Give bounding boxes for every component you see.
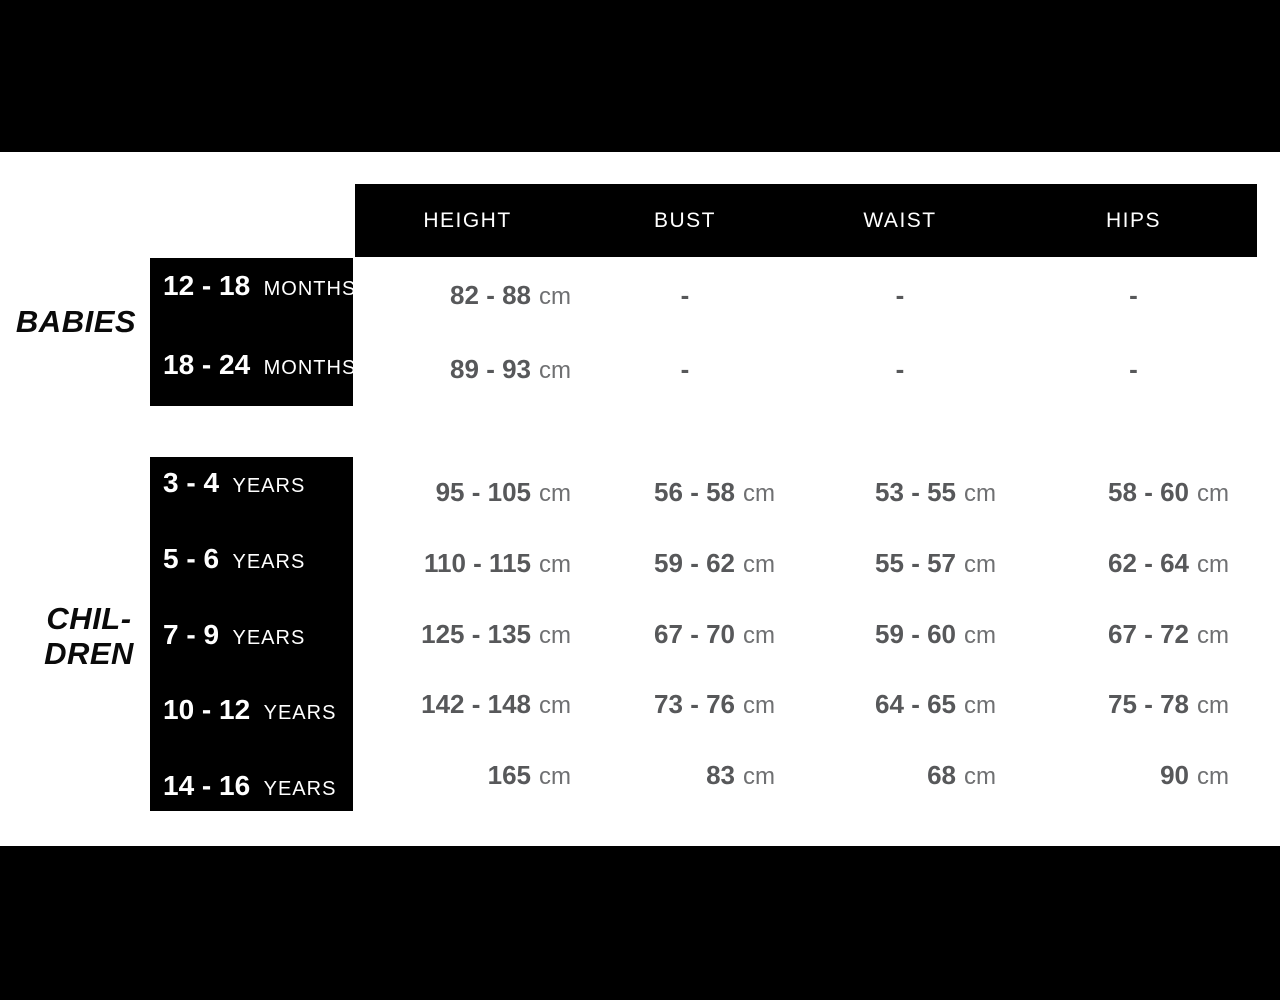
size-unit: MONTHS — [263, 278, 357, 300]
value-unit: cm — [539, 283, 571, 310]
column-header-bust: BUST — [653, 209, 716, 232]
empty-dash: - — [1129, 354, 1138, 384]
size-range: 5 - 6 — [163, 542, 220, 574]
value-unit: cm — [539, 480, 571, 507]
waist-value — [790, 740, 1010, 811]
value-unit: cm — [743, 763, 775, 791]
value-number: 55 - 57 — [875, 547, 956, 578]
bust-value — [580, 740, 790, 811]
value-number: 56 - 58 — [654, 477, 735, 507]
children-label-line1: CHIL- — [46, 601, 132, 636]
value-number: 83 — [706, 760, 735, 791]
size-row-12-18-months — [150, 258, 357, 337]
bust-value-empty — [580, 258, 790, 332]
value-number: 82 - 88 — [450, 280, 531, 310]
bust-value — [580, 669, 790, 740]
hips-value — [1010, 669, 1257, 740]
size-unit: YEARS — [232, 550, 306, 573]
hips-value — [1010, 599, 1257, 670]
value-number: 67 - 70 — [654, 618, 735, 649]
value-unit: cm — [743, 692, 775, 720]
height-value — [355, 332, 580, 406]
size-range: 3 - 4 — [163, 467, 220, 498]
value-unit: cm — [964, 480, 996, 507]
size-range: 7 - 9 — [163, 618, 220, 650]
hips-value-empty — [1010, 332, 1257, 406]
value-number: 75 - 78 — [1108, 689, 1189, 720]
value-unit: cm — [1197, 480, 1229, 507]
value-unit: cm — [539, 763, 571, 791]
waist-value — [790, 528, 1010, 599]
value-number: 59 - 60 — [875, 618, 956, 649]
waist-value — [790, 599, 1010, 670]
value-number: 142 - 148 — [421, 689, 531, 720]
waist-value-empty — [790, 258, 1010, 332]
empty-dash: - — [680, 354, 690, 384]
babies-size-box — [150, 258, 357, 406]
column-header-hips: HIPS — [1105, 209, 1161, 232]
value-unit: cm — [964, 621, 996, 649]
height-value — [355, 599, 580, 670]
children-label-line2: DREN — [44, 636, 134, 671]
size-row-14-16-years — [150, 760, 353, 836]
value-unit: cm — [539, 692, 571, 720]
value-unit: cm — [539, 550, 571, 578]
value-number: 59 - 62 — [654, 547, 735, 578]
value-unit: cm — [1197, 550, 1229, 578]
size-range: 10 - 12 — [163, 694, 251, 726]
hips-value — [1010, 528, 1257, 599]
waist-value — [790, 457, 1010, 528]
babies-group-label: BABIES — [15, 304, 137, 339]
value-number: 125 - 135 — [421, 618, 531, 649]
size-unit: YEARS — [232, 626, 306, 649]
babies-values-grid — [355, 258, 1257, 406]
value-unit: cm — [964, 763, 996, 791]
bust-value — [580, 457, 790, 528]
size-range: 18 - 24 — [163, 349, 251, 380]
empty-dash: - — [895, 354, 905, 384]
value-number: 73 - 76 — [654, 689, 735, 720]
value-unit: cm — [1197, 692, 1229, 720]
size-row-10-12-years — [150, 684, 353, 760]
bust-value — [580, 599, 790, 670]
value-number: 165 — [487, 760, 531, 791]
value-unit: cm — [539, 357, 571, 384]
value-unit: cm — [1197, 763, 1229, 791]
value-number: 68 — [927, 760, 956, 791]
value-number: 110 - 115 — [424, 547, 531, 578]
value-number: 58 - 60 — [1108, 477, 1189, 507]
hips-value — [1010, 457, 1257, 528]
value-unit: cm — [743, 550, 775, 578]
size-row-3-4-years — [150, 457, 353, 533]
children-values-grid — [355, 457, 1257, 811]
waist-value — [790, 669, 1010, 740]
size-range: 14 - 16 — [163, 770, 251, 802]
value-unit: cm — [539, 621, 571, 649]
bottom-black-bar — [0, 846, 1280, 1000]
hips-value — [1010, 740, 1257, 811]
size-unit: YEARS — [263, 778, 337, 801]
size-unit: YEARS — [232, 475, 306, 497]
value-number: 53 - 55 — [875, 477, 956, 507]
empty-dash: - — [895, 280, 905, 310]
empty-dash: - — [680, 280, 690, 310]
value-number: 90 — [1160, 760, 1189, 791]
top-black-bar — [0, 0, 1280, 152]
height-value — [355, 740, 580, 811]
value-number: 95 - 105 — [435, 477, 531, 507]
size-row-7-9-years — [150, 609, 353, 685]
size-row-5-6-years — [150, 533, 353, 609]
value-number: 89 - 93 — [450, 354, 531, 384]
column-header-waist: WAIST — [863, 209, 937, 232]
column-header-height: HEIGHT — [423, 209, 512, 232]
bust-value — [580, 528, 790, 599]
height-value — [355, 669, 580, 740]
table-header-row — [355, 184, 1257, 257]
size-range: 12 - 18 — [163, 270, 251, 301]
size-unit: MONTHS — [263, 357, 357, 379]
empty-dash: - — [1129, 280, 1138, 310]
height-value — [355, 528, 580, 599]
value-number: 64 - 65 — [875, 689, 956, 720]
value-unit: cm — [743, 621, 775, 649]
height-value — [355, 258, 580, 332]
size-unit: YEARS — [263, 702, 337, 725]
value-number: 67 - 72 — [1108, 618, 1189, 649]
value-unit: cm — [1197, 621, 1229, 649]
size-row-18-24-months — [150, 337, 357, 416]
value-unit: cm — [964, 550, 996, 578]
value-unit: cm — [964, 692, 996, 720]
waist-value-empty — [790, 332, 1010, 406]
bust-value-empty — [580, 332, 790, 406]
height-value — [355, 457, 580, 528]
value-unit: cm — [743, 480, 775, 507]
value-number: 62 - 64 — [1108, 547, 1189, 578]
hips-value-empty — [1010, 258, 1257, 332]
children-size-box — [150, 457, 353, 811]
